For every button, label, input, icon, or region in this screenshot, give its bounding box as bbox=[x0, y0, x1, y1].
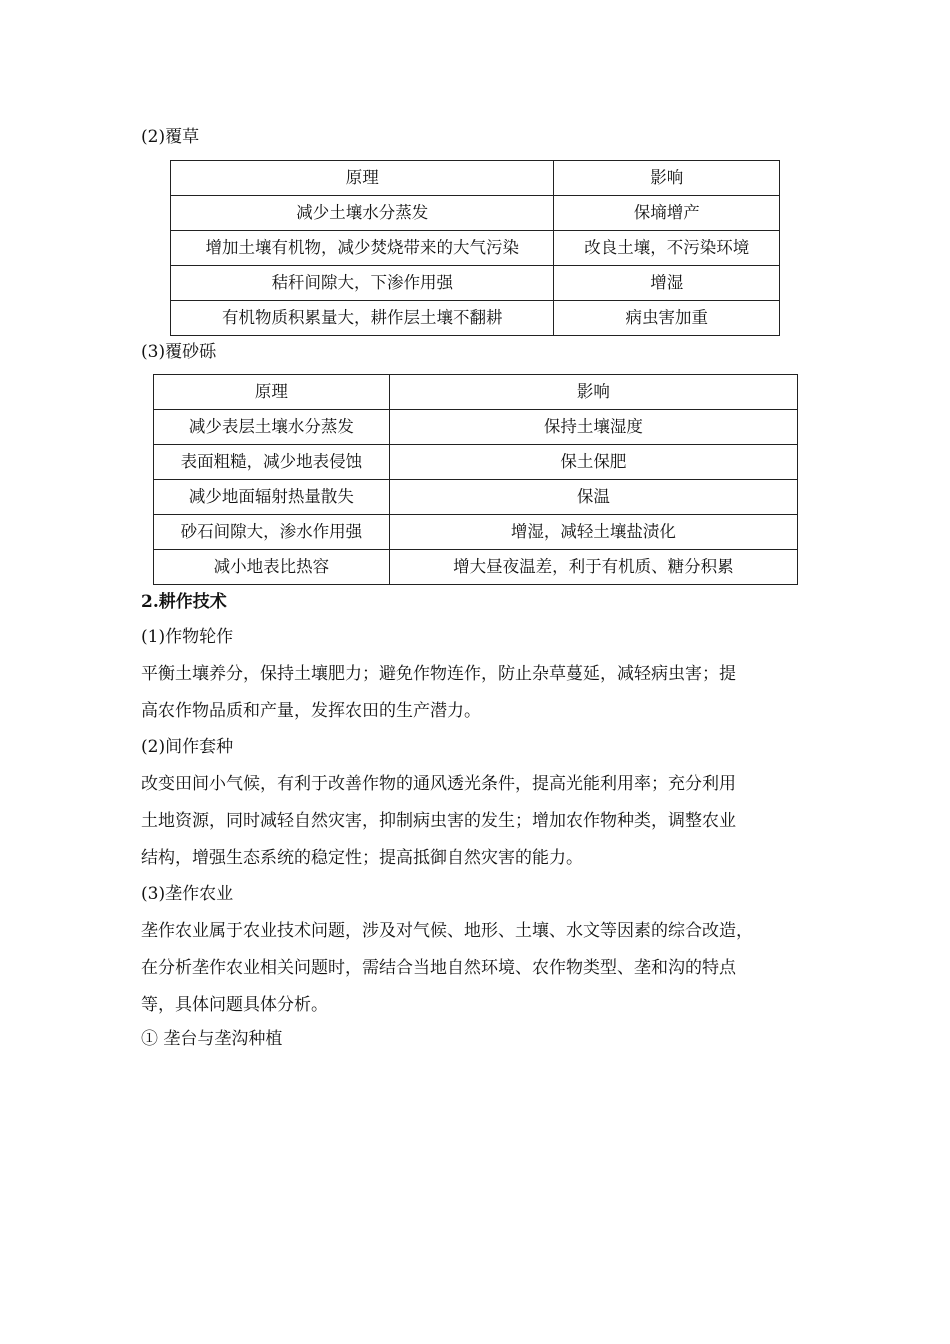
subheading-ridge: (3)垄作农业 bbox=[141, 884, 234, 904]
table-row bbox=[154, 410, 798, 445]
cell-impact: 保墒增产 bbox=[554, 196, 780, 231]
cell-principle: 砂石间隙大，渗水作用强 bbox=[154, 515, 390, 550]
paragraph-line: 垄作农业属于农业技术问题，涉及对气候、地形、土壤、水文等因素的综合改造， bbox=[141, 921, 753, 941]
cell-impact: 保温 bbox=[389, 480, 797, 515]
paragraph-line: 土地资源，同时减轻自然灾害，抑制病虫害的发生；增加农作物种类，调整农业 bbox=[141, 811, 736, 831]
intercrop-paragraph bbox=[141, 766, 821, 877]
header-impact: 影响 bbox=[554, 161, 780, 196]
cell-impact: 保土保肥 bbox=[389, 445, 797, 480]
rotation-paragraph bbox=[141, 656, 821, 730]
table-header-row bbox=[171, 161, 780, 196]
paragraph-line: 结构，增强生态系统的稳定性；提高抵御自然灾害的能力。 bbox=[141, 848, 583, 868]
cell-impact: 增湿，减轻土壤盐渍化 bbox=[389, 515, 797, 550]
heading-gravel: (3)覆砂砾 bbox=[141, 342, 217, 362]
table-row bbox=[154, 445, 798, 480]
table-row bbox=[154, 550, 798, 585]
table-row bbox=[171, 301, 780, 336]
cell-principle: 减少地面辐射热量散失 bbox=[154, 480, 390, 515]
cell-principle: 增加土壤有机物，减少焚烧带来的大气污染 bbox=[171, 231, 554, 266]
gravel-table bbox=[153, 374, 798, 585]
cell-principle: 秸秆间隙大，下渗作用强 bbox=[171, 266, 554, 301]
table-row bbox=[171, 266, 780, 301]
cell-impact: 病虫害加重 bbox=[554, 301, 780, 336]
paragraph-line: 平衡土壤养分，保持土壤肥力；避免作物连作，防止杂草蔓延，减轻病虫害；提 bbox=[141, 664, 736, 684]
cell-impact: 保持土壤湿度 bbox=[389, 410, 797, 445]
mulch-table bbox=[170, 160, 780, 336]
cell-principle: 表面粗糙，减少地表侵蚀 bbox=[154, 445, 390, 480]
ridge-item-1: ① 垄台与垄沟种植 bbox=[141, 1029, 283, 1049]
cell-impact: 增湿 bbox=[554, 266, 780, 301]
heading-tillage: 2.耕作技术 bbox=[141, 592, 227, 612]
cell-principle: 减少表层土壤水分蒸发 bbox=[154, 410, 390, 445]
cell-principle: 减少土壤水分蒸发 bbox=[171, 196, 554, 231]
cell-principle: 减小地表比热容 bbox=[154, 550, 390, 585]
ridge-paragraph bbox=[141, 913, 821, 1024]
paragraph-line: 改变田间小气候，有利于改善作物的通风透光条件，提高光能利用率；充分利用 bbox=[141, 774, 736, 794]
subheading-intercrop: (2)间作套种 bbox=[141, 737, 234, 757]
heading-mulch: (2)覆草 bbox=[141, 127, 200, 147]
subheading-rotation: (1)作物轮作 bbox=[141, 627, 234, 647]
paragraph-line: 在分析垄作农业相关问题时，需结合当地自然环境、农作物类型、垄和沟的特点 bbox=[141, 958, 736, 978]
header-principle: 原理 bbox=[171, 161, 554, 196]
cell-impact: 改良土壤，不污染环境 bbox=[554, 231, 780, 266]
paragraph-line: 高农作物品质和产量，发挥农田的生产潜力。 bbox=[141, 701, 481, 721]
table-row bbox=[154, 515, 798, 550]
cell-principle: 有机物质积累量大，耕作层土壤不翻耕 bbox=[171, 301, 554, 336]
table-header-row bbox=[154, 375, 798, 410]
table-row bbox=[171, 196, 780, 231]
table-row bbox=[154, 480, 798, 515]
header-impact: 影响 bbox=[389, 375, 797, 410]
table-row bbox=[171, 231, 780, 266]
cell-impact: 增大昼夜温差，利于有机质、糖分积累 bbox=[389, 550, 797, 585]
paragraph-line: 等，具体问题具体分析。 bbox=[141, 995, 328, 1015]
header-principle: 原理 bbox=[154, 375, 390, 410]
